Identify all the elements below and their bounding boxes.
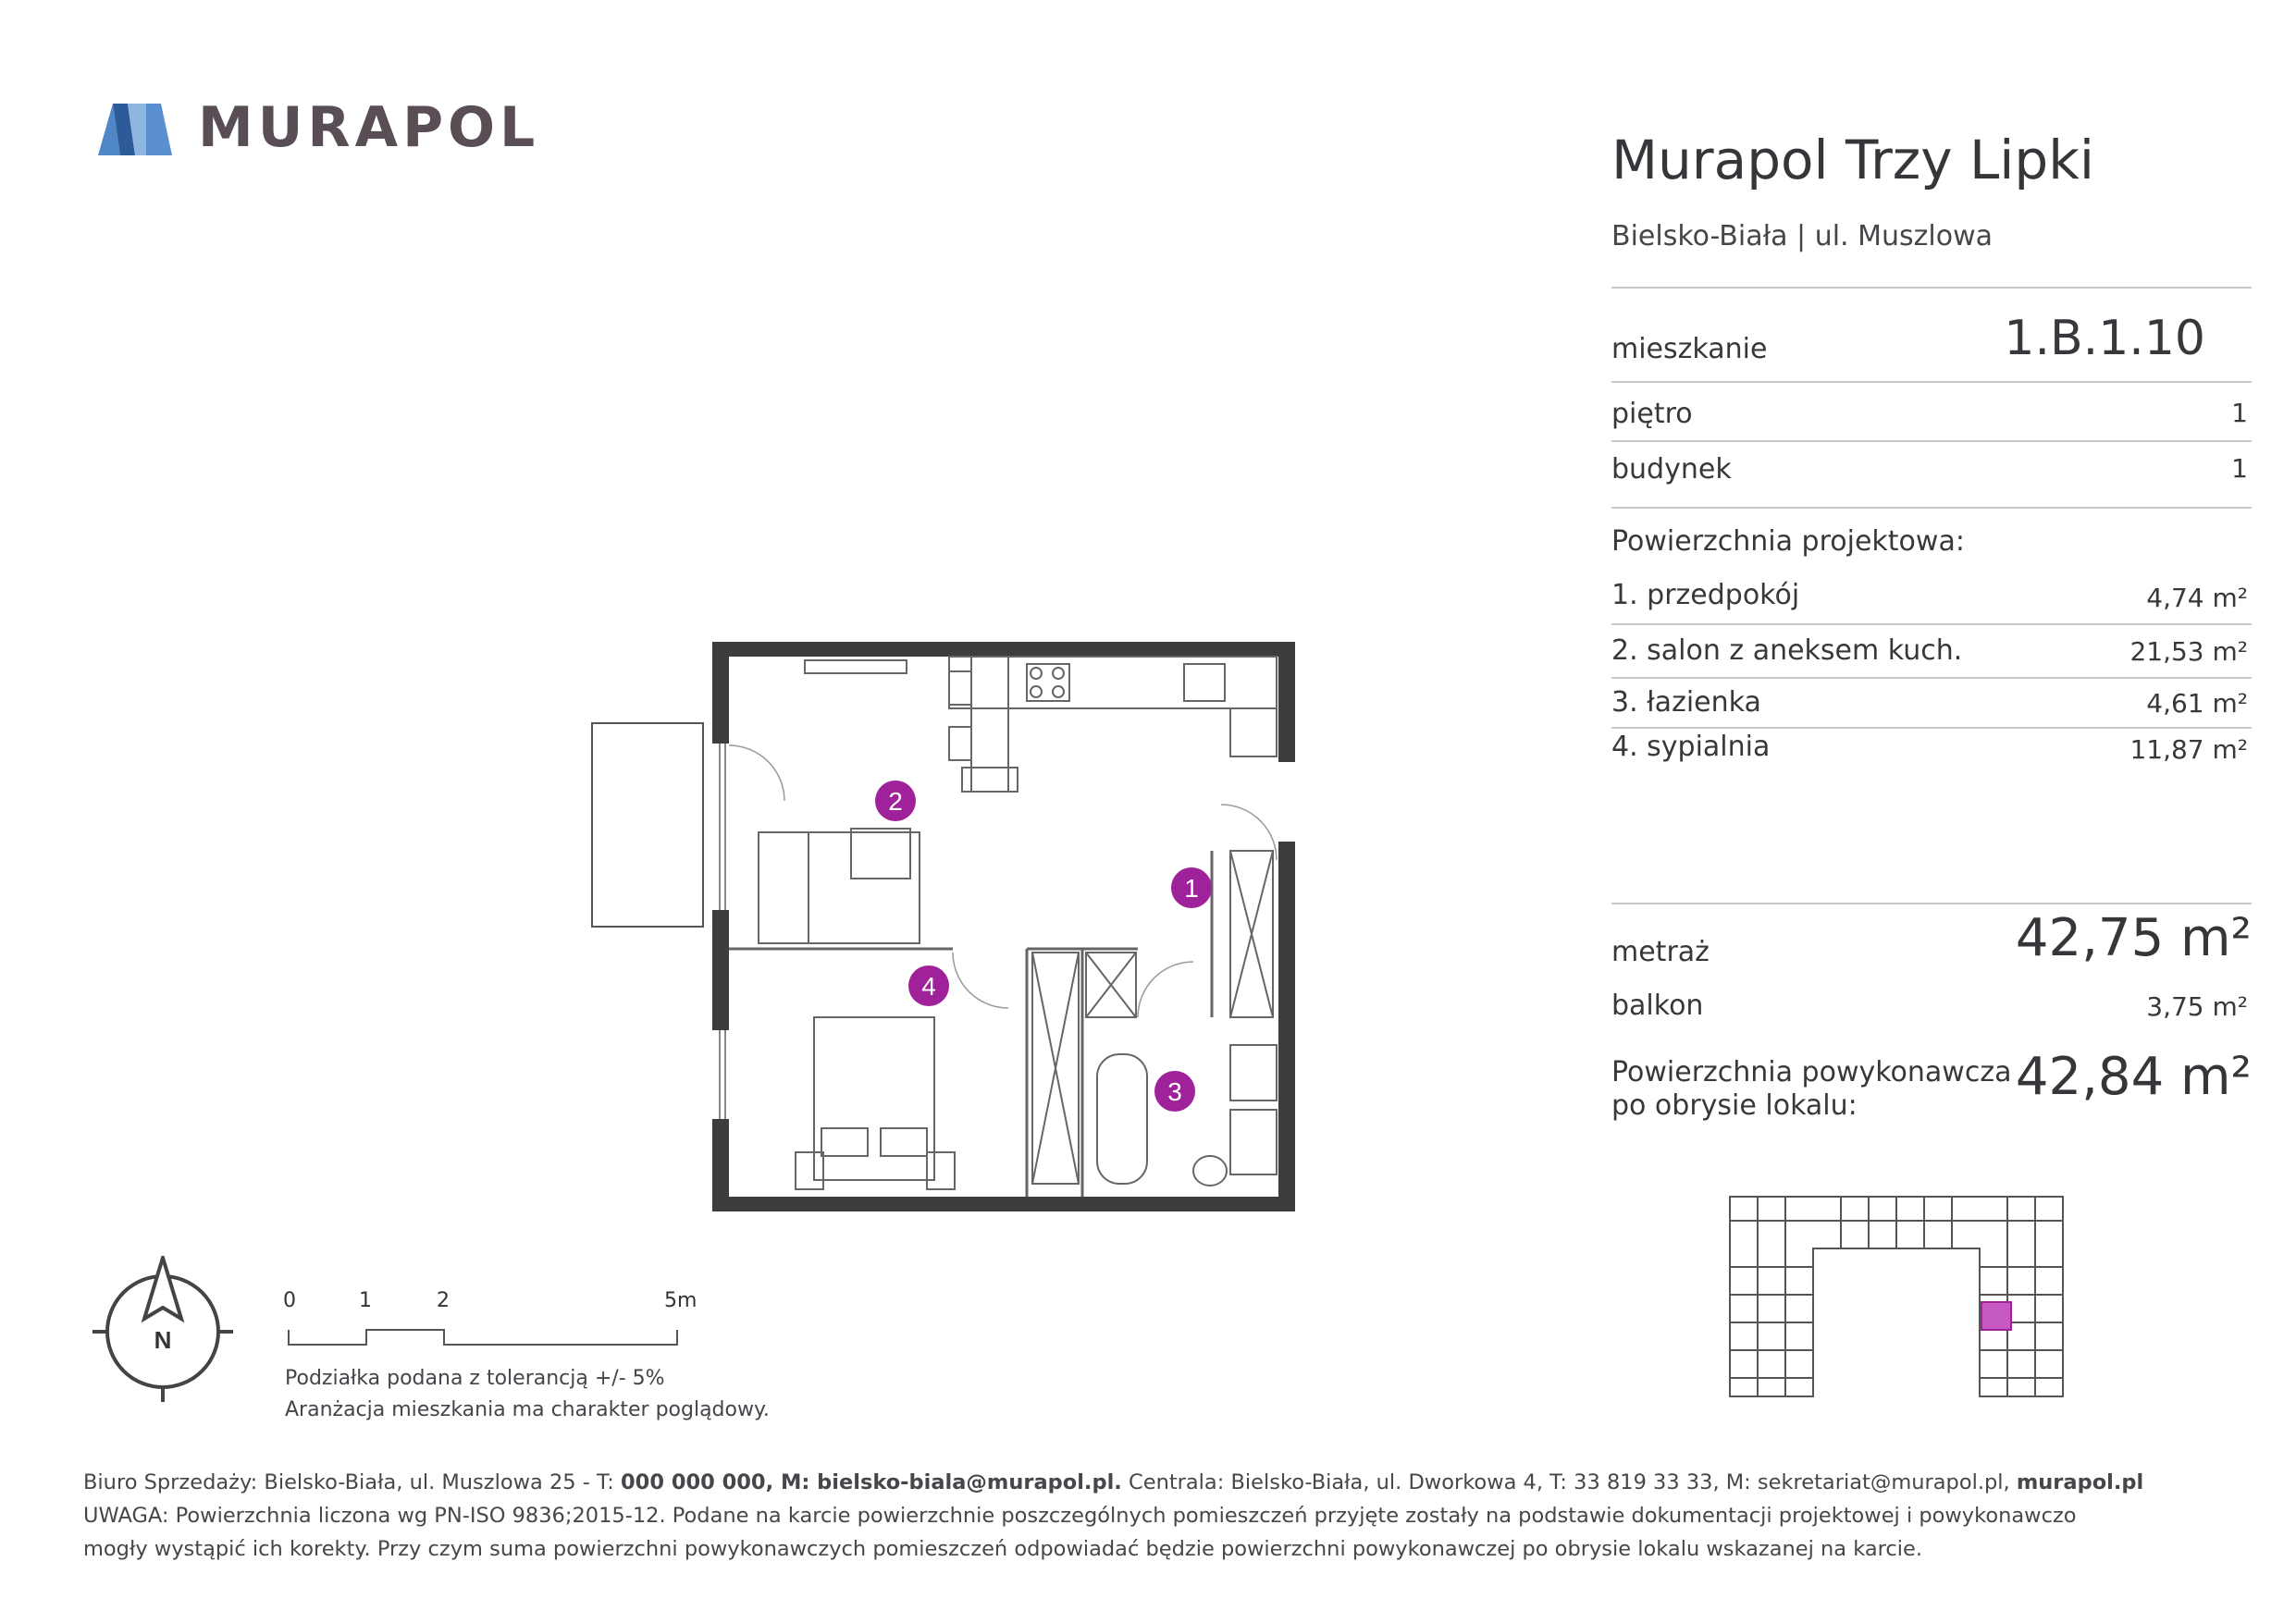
interior-walls: [729, 851, 1212, 1197]
room-area: 4,61 m²: [2146, 688, 2248, 719]
floor-label: piętro: [1611, 398, 1693, 430]
wardrobes: [1032, 851, 1273, 1184]
scale-tick-label: 0: [283, 1289, 296, 1312]
asbuilt-label-2: po obrysie lokalu:: [1611, 1089, 1858, 1122]
scale-tick-label: 2: [437, 1289, 450, 1312]
divider: [1611, 727, 2252, 729]
scale-bar: [278, 1289, 722, 1363]
north-compass: [89, 1256, 237, 1404]
room-name: 3. łazienka: [1611, 686, 1761, 719]
floor-plan-drawing: [583, 638, 1304, 1211]
divider: [1611, 440, 2252, 442]
total-area-label: metraż: [1611, 936, 1710, 968]
bed: [796, 1017, 955, 1189]
key-plan-drawing: [1721, 1193, 2072, 1406]
footer-headquarters: Centrala: Bielsko-Biała, ul. Dworkowa 4, T: 33 819 33 33, M: sekretariat@murapol.pl,: [1121, 1470, 2017, 1494]
footer-note-1: UWAGA: Powierzchnia liczona wg PN-ISO 9836;2015-12. Podane na karcie powierzchnie poszczególnych pomieszczeń przyjęte zostały na podstawie dokumentacji projektowej i powykonawczo: [83, 1504, 2077, 1528]
divider: [1611, 903, 2252, 904]
room-marker-label: 3: [1167, 1077, 1182, 1106]
arrangement-note: Aranżacja mieszkania ma charakter poglądowy.: [285, 1398, 770, 1421]
total-area-value: 42,75 m²: [2015, 908, 2252, 968]
floor-value: 1: [2231, 398, 2248, 428]
divider: [1611, 381, 2252, 383]
unit-number: 1.B.1.10: [2004, 311, 2205, 366]
divider: [1611, 677, 2252, 679]
sofa: [759, 829, 920, 943]
floor-plan: [583, 638, 1304, 1211]
room-area: 4,74 m²: [2146, 583, 2248, 613]
balcony-outline: [592, 723, 703, 927]
building-key-plan: [1721, 1193, 2072, 1406]
brand-name: MURAPOL: [198, 95, 540, 160]
footer-website: murapol.pl: [2016, 1470, 2144, 1494]
dining-table: [949, 657, 1018, 792]
unit-label: mieszkanie: [1611, 333, 1768, 365]
compass-icon: [89, 1256, 237, 1404]
asbuilt-area-value: 42,84 m²: [2015, 1047, 2252, 1107]
room-marker-label: 4: [921, 972, 936, 1001]
scale-tolerance-note: Podziałka podana z tolerancją +/- 5%: [285, 1367, 665, 1390]
murapol-logo-icon: [94, 96, 178, 157]
building-value: 1: [2231, 453, 2248, 484]
balcony-value: 3,75 m²: [2146, 991, 2248, 1022]
asbuilt-label: Powierzchnia powykonawcza: [1611, 1056, 2012, 1088]
divider: [1611, 287, 2252, 289]
balcony-label: balkon: [1611, 990, 1704, 1022]
project-address: Bielsko-Biała | ul. Muszlowa: [1611, 220, 1994, 252]
room-name: 4. sypialnia: [1611, 731, 1771, 763]
key-plan-highlight: [1981, 1302, 2011, 1330]
scale-tick-label: 5m: [664, 1289, 697, 1312]
areas-heading: Powierzchnia projektowa:: [1611, 525, 1965, 558]
footer-sales-office: Biuro Sprzedaży: Bielsko-Biała, ul. Muszlowa 25 - T:: [83, 1470, 622, 1494]
footer-contact: [83, 1470, 2143, 1494]
bathroom-fixtures: [1097, 1045, 1277, 1186]
divider: [1611, 507, 2252, 509]
outer-walls: [712, 642, 1295, 1211]
murapol-logo: [94, 95, 540, 161]
kitchen-units: [805, 657, 1277, 756]
room-marker-label: 1: [1184, 874, 1199, 903]
scale-tick-label: 1: [359, 1289, 372, 1312]
room-area: 21,53 m²: [2129, 636, 2248, 667]
project-title: Murapol Trzy Lipki: [1611, 129, 2094, 191]
room-marker-label: 2: [888, 787, 903, 816]
footer-note-2: mogły wystąpić ich korekty. Przy czym suma powierzchni powykonawczych pomieszczeń odpowiadać będzie powierzchni powykonawczej po obrysie lokalu wskazanej na karcie.: [83, 1537, 1923, 1561]
room-markers: [875, 781, 1212, 1112]
compass-north-label: N: [154, 1326, 172, 1354]
divider: [1611, 623, 2252, 625]
footer-sales-contact: 000 000 000, M: bielsko-biala@murapol.pl.: [621, 1470, 1122, 1494]
scale-bar-graphic: [278, 1321, 722, 1367]
room-area: 11,87 m²: [2129, 734, 2248, 765]
room-name: 2. salon z aneksem kuch.: [1611, 634, 1963, 667]
building-label: budynek: [1611, 453, 1732, 486]
room-name: 1. przedpokój: [1611, 579, 1800, 611]
